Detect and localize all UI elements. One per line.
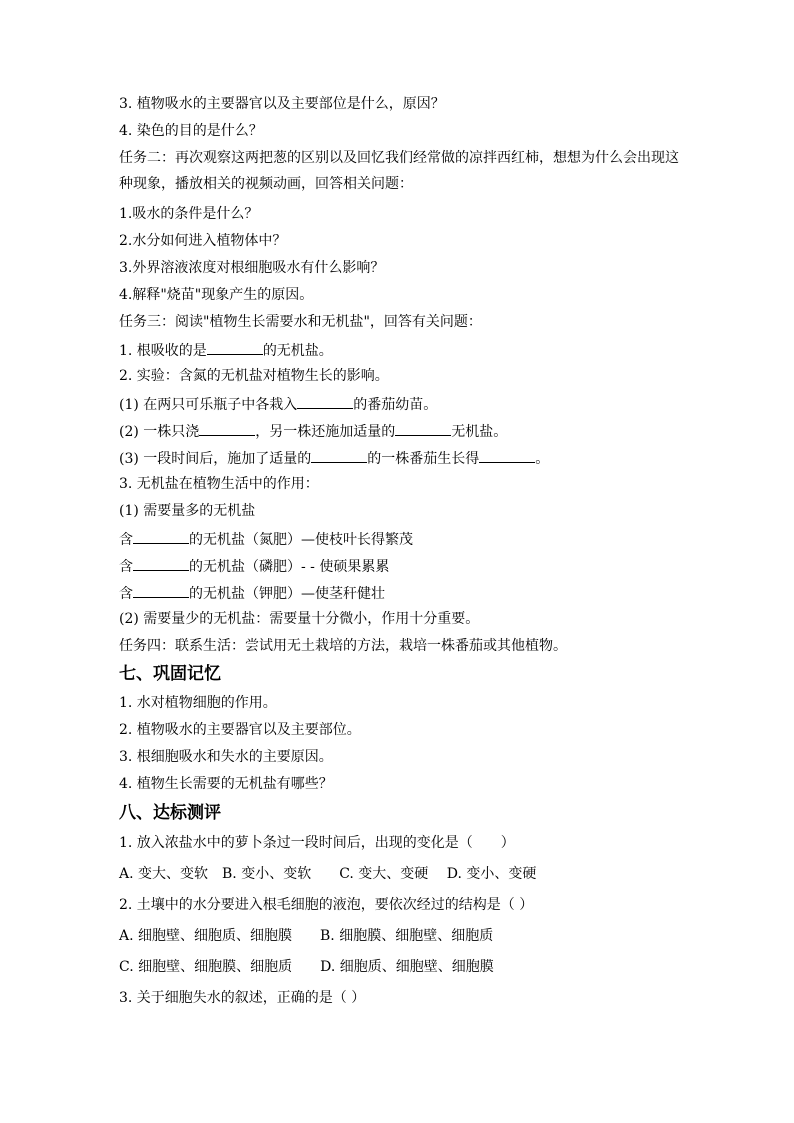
text: 的番茄幼苗。 bbox=[353, 397, 438, 413]
section-8-heading bbox=[119, 802, 221, 824]
text: (2) 需要量少的无机盐：需要量十分微小，作用十分重要。 bbox=[119, 611, 480, 627]
quiz-question-1 bbox=[119, 834, 679, 852]
quiz-question-2-options-ab bbox=[119, 927, 679, 945]
review-item-2 bbox=[119, 721, 679, 739]
text: (3) 一段时间后，施加了适量的 bbox=[119, 451, 312, 467]
text: 的无机盐（钾肥）—使茎秆健壮 bbox=[189, 586, 385, 602]
text: 4. 染色的目的是什么？ bbox=[119, 123, 263, 139]
text: 1. 根吸收的是 bbox=[119, 343, 207, 359]
quiz-question-2-options-cd bbox=[119, 958, 679, 976]
task-3-item-2 bbox=[119, 367, 679, 385]
text: A. 细胞壁、细胞质、细胞膜 B. 细胞膜、细胞壁、细胞质 bbox=[119, 928, 494, 944]
text: 任务二：再次观察这两把葱的区别以及回忆我们经常做的凉拌西红柿，想想为什么会出现这种现象，播放相关的视频动画，回答相关问题： bbox=[119, 150, 679, 192]
section-7-heading bbox=[119, 663, 221, 685]
text: 含 bbox=[119, 586, 133, 602]
text: 1.吸水的条件是什么？ bbox=[119, 206, 259, 222]
text: 的无机盐（磷肥）- - 使硕果累累 bbox=[189, 559, 390, 575]
text: 1. 水对植物细胞的作用。 bbox=[119, 695, 277, 711]
text: A. 变大、变软 B. 变小、变软 C. 变大、变硬 D. 变小、变硬 bbox=[119, 866, 537, 882]
task-2-question-3 bbox=[119, 259, 679, 277]
text: 2. 植物吸水的主要器官以及主要部位。 bbox=[119, 722, 361, 738]
text: 2.水分如何进入植物体中？ bbox=[119, 233, 287, 249]
text: 。 bbox=[535, 451, 550, 467]
text: 2. 实验：含氮的无机盐对植物生长的影响。 bbox=[119, 368, 389, 384]
text: 的无机盐。 bbox=[262, 343, 333, 359]
task-2-paragraph bbox=[119, 145, 679, 197]
fill-blank[interactable] bbox=[311, 448, 367, 463]
task-3-item-3 bbox=[119, 475, 679, 493]
text: 含 bbox=[119, 532, 133, 548]
text: 4.解释"烧苗"现象产生的原因。 bbox=[119, 287, 314, 303]
text: 3.外界溶液浓度对根细胞吸水有什么影响？ bbox=[119, 260, 385, 276]
question-3-main-organ bbox=[119, 95, 679, 113]
fill-blank[interactable] bbox=[133, 583, 189, 598]
text: ，另一株还施加适量的 bbox=[255, 424, 396, 440]
task-4 bbox=[119, 637, 679, 655]
text: 4. 植物生长需要的无机盐有哪些？ bbox=[119, 776, 333, 792]
text: 八、达标测评 bbox=[119, 803, 221, 823]
text: 2. 土壤中的水分要进入根毛细胞的液泡，要依次经过的结构是（ ） bbox=[119, 897, 534, 913]
text: (2) 一株只浇 bbox=[119, 424, 200, 440]
mineral-major-heading bbox=[119, 502, 679, 520]
fill-blank[interactable] bbox=[395, 421, 451, 436]
fill-blank[interactable] bbox=[479, 448, 535, 463]
fill-blank[interactable] bbox=[207, 340, 263, 355]
fill-blank[interactable] bbox=[133, 529, 189, 544]
task-2-question-2 bbox=[119, 232, 679, 250]
text: 任务三：阅读"植物生长需要水和无机盐"，回答有关问题： bbox=[119, 314, 482, 330]
text: 3. 关于细胞失水的叙述，正确的是（ ） bbox=[119, 990, 366, 1006]
mineral-nitrogen bbox=[119, 529, 679, 549]
task-3-intro bbox=[119, 313, 679, 331]
text: 七、巩固记忆 bbox=[119, 664, 221, 684]
experiment-step-2 bbox=[119, 421, 679, 441]
task-3-item-1 bbox=[119, 340, 679, 360]
text: 3. 根细胞吸水和失水的主要原因。 bbox=[119, 749, 333, 765]
fill-blank[interactable] bbox=[133, 556, 189, 571]
text: 1. 放入浓盐水中的萝卜条过一段时间后，出现的变化是（ ） bbox=[119, 835, 515, 851]
mineral-minor bbox=[119, 610, 679, 628]
review-item-3 bbox=[119, 748, 679, 766]
text: 的一株番茄生长得 bbox=[367, 451, 480, 467]
mineral-phosphorus bbox=[119, 556, 679, 576]
text: 无机盐。 bbox=[451, 424, 508, 440]
fill-blank[interactable] bbox=[297, 394, 353, 409]
review-item-1 bbox=[119, 694, 679, 712]
quiz-question-1-options bbox=[119, 865, 679, 883]
text: (1) 需要量多的无机盐 bbox=[119, 503, 256, 519]
text: 3. 无机盐在植物生活中的作用： bbox=[119, 476, 319, 492]
text: 的无机盐（氮肥）—使枝叶长得繁茂 bbox=[189, 532, 413, 548]
task-2-question-4 bbox=[119, 286, 679, 304]
text: 3. 植物吸水的主要器官以及主要部位是什么，原因？ bbox=[119, 96, 445, 112]
quiz-question-2 bbox=[119, 896, 679, 914]
text: 含 bbox=[119, 559, 133, 575]
mineral-potassium bbox=[119, 583, 679, 603]
text: C. 细胞壁、细胞膜、细胞质 D. 细胞质、细胞壁、细胞膜 bbox=[119, 959, 494, 975]
text: (1) 在两只可乐瓶子中各栽入 bbox=[119, 397, 298, 413]
quiz-question-3 bbox=[119, 989, 679, 1007]
review-item-4 bbox=[119, 775, 679, 793]
text: 任务四：联系生活：尝试用无土栽培的方法，栽培一株番茄或其他植物。 bbox=[119, 638, 567, 654]
task-2-question-1 bbox=[119, 205, 679, 223]
question-4-stain-purpose bbox=[119, 122, 679, 140]
experiment-step-1 bbox=[119, 394, 679, 414]
fill-blank[interactable] bbox=[199, 421, 255, 436]
experiment-step-3 bbox=[119, 448, 679, 468]
